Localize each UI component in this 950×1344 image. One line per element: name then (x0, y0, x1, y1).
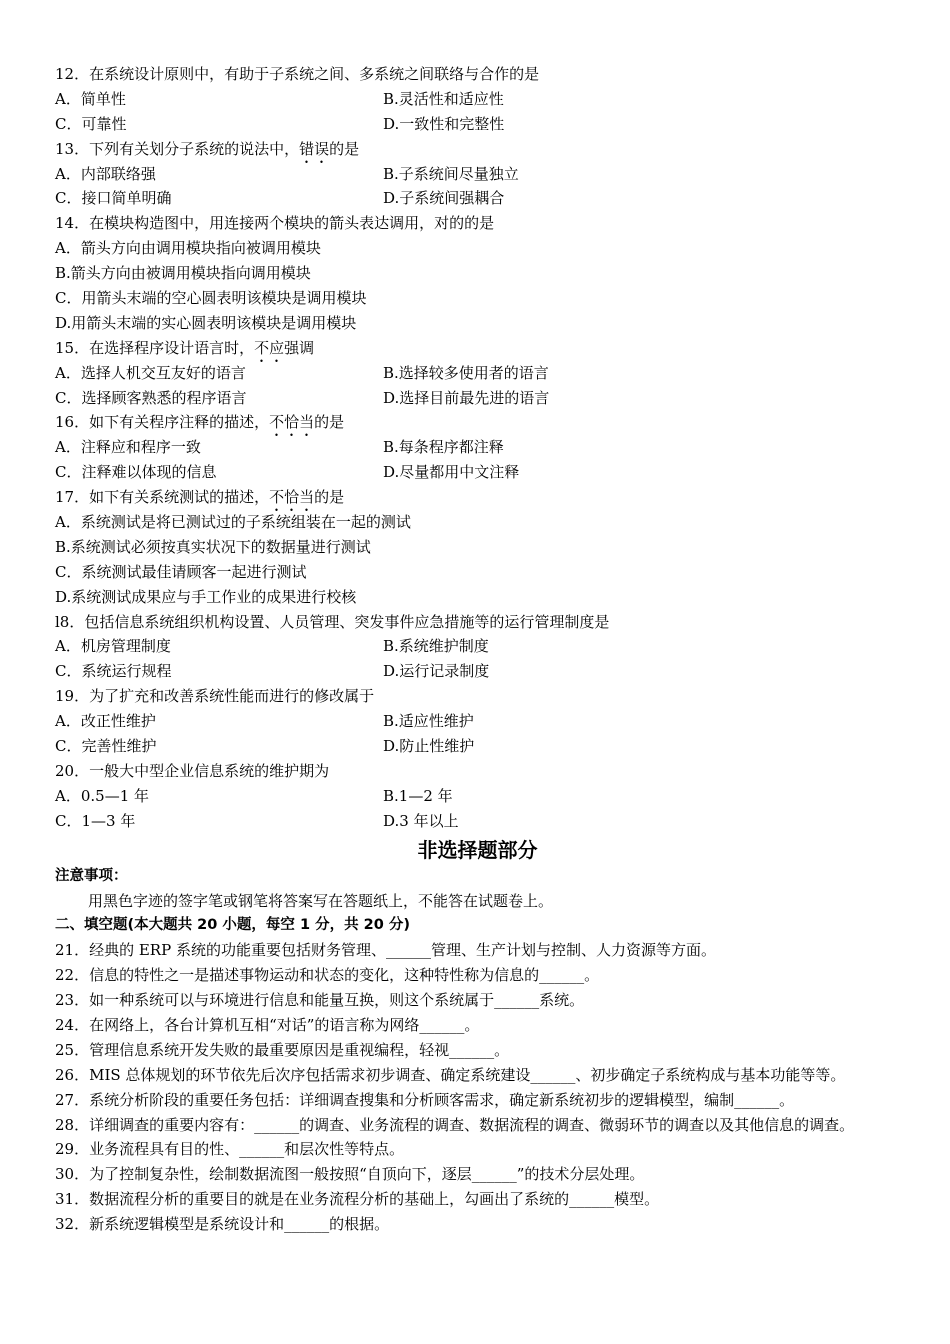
fill-question-23: 23．如一种系统可以与环境进行信息和能量互换，则这个系统属于______系统。 (55, 991, 585, 1010)
answer-option: C．完善性维护 (55, 737, 157, 756)
answer-option: D.3 年以上 (383, 811, 459, 830)
question-stem (55, 684, 900, 709)
stem-text: 14．在模块构造图中，用连接两个模块的箭头表达调用，对的的是 (55, 214, 495, 233)
stem-text: 的是 (314, 488, 345, 507)
answer-option: C．注释难以体现的信息 (55, 463, 217, 482)
emphasis-text: 错误 (299, 139, 330, 158)
answer-option: B.适应性维护 (383, 712, 474, 731)
answer-option: B.1—2 年 (383, 786, 453, 805)
question-stem (55, 62, 900, 87)
fill-section-header: 二、填空题(本大题共 20 小题，每空 1 分，共 20 分) (55, 917, 410, 934)
option-row (55, 87, 900, 112)
option-row (55, 535, 900, 560)
option-row (55, 634, 900, 659)
fill-question-28: 28．详细调查的重要内容有：______的调查、业务流程的调查、数据流程的调查、微弱环节的调查以及其他信息的调查。 (55, 1115, 855, 1134)
answer-option: D.选择目前最先进的语言 (383, 388, 550, 407)
option-row (55, 560, 900, 585)
fill-question-31: 31．数据流程分析的重要目的就是在业务流程分析的基础上，勾画出了系统的______模型。 (55, 1190, 660, 1209)
answer-option: D.运行记录制度 (383, 662, 490, 681)
stem-text: 17．如下有关系统测试的描述， (55, 488, 270, 507)
answer-option: C．系统测试最佳请顾客一起进行测试 (55, 562, 307, 581)
answer-option: D.用箭头末端的实心圆表明该模块是调用模块 (55, 313, 357, 332)
answer-option: C．选择顾客熟悉的程序语言 (55, 388, 247, 407)
fill-question-26: 26．MIS 总体规划的环节依先后次序包括需求初步调查、确定系统建设______、初步确定子系统构成与基本功能等等。 (55, 1065, 846, 1084)
answer-option: A．改正性维护 (55, 712, 156, 731)
option-row (55, 585, 900, 610)
fill-question-24: 24．在网络上，各台计算机互相“对话”的语言称为网络______。 (55, 1015, 480, 1034)
option-row (55, 286, 900, 311)
option-row (55, 510, 900, 535)
option-row (55, 162, 900, 187)
answer-option: B.选择较多使用者的语言 (383, 363, 549, 382)
option-row (55, 809, 900, 834)
stem-text: 20．一般大中型企业信息系统的维护期为 (55, 761, 330, 780)
fill-question-27: 27．系统分析阶段的重要任务包括：详细调查搜集和分析顾客需求，确定新系统初步的逻辑模型，编制______。 (55, 1090, 795, 1109)
stem-text: 15．在选择程序设计语言时， (55, 338, 255, 357)
stem-text: 强调 (284, 338, 315, 357)
answer-option: B.系统测试必须按真实状况下的数据量进行测试 (55, 537, 371, 556)
answer-option: D.防止性维护 (383, 737, 475, 756)
option-row (55, 386, 900, 411)
option-row (55, 784, 900, 809)
question-stem (55, 336, 900, 361)
answer-option: B.箭头方向由被调用模块指向调用模块 (55, 264, 311, 283)
answer-option: A．系统测试是将已测试过的子系统组装在一起的测试 (55, 513, 411, 532)
answer-option: A．注释应和程序一致 (55, 438, 201, 457)
option-row (55, 186, 900, 211)
question-stem (55, 410, 900, 435)
option-row (55, 435, 900, 460)
answer-option: A．选择人机交互友好的语言 (55, 363, 246, 382)
fill-question-29: 29．业务流程具有目的性、______和层次性等特点。 (55, 1140, 405, 1159)
emphasis-text: 不应 (254, 338, 285, 357)
answer-option: D.一致性和完整性 (383, 114, 505, 133)
answer-option: B.系统维护制度 (383, 637, 489, 656)
answer-option: C．用箭头末端的空心圆表明该模块是调用模块 (55, 289, 367, 308)
fill-question-32: 32．新系统逻辑模型是系统设计和______的根据。 (55, 1215, 390, 1234)
stem-text: 19．为了扩充和改善系统性能而进行的修改属于 (55, 687, 375, 706)
question-stem (55, 211, 900, 236)
answer-option: D.尽量都用中文注释 (383, 463, 520, 482)
notice-text: 用黑色字迹的签字笔或钢笔将答案写在答题纸上，不能答在试题卷上。 (88, 891, 554, 910)
option-row (55, 311, 900, 336)
answer-option: B.灵活性和适应性 (383, 89, 504, 108)
option-row (55, 361, 900, 386)
question-stem (55, 485, 900, 510)
fill-question-25: 25．管理信息系统开发失败的最重要原因是重视编程，轻视______。 (55, 1040, 510, 1059)
answer-option: A．0.5—1 年 (55, 786, 149, 805)
emphasis-text: 不恰当 (269, 488, 315, 507)
option-row (55, 236, 900, 261)
option-row (55, 709, 900, 734)
fill-question-21: 21．经典的 ERP 系统的功能重要包括财务管理、______管理、生产计划与控制、人力资源等方面。 (55, 941, 716, 960)
stem-text: 12．在系统设计原则中，有助于子系统之间、多系统之间联络与合作的是 (55, 65, 540, 83)
question-stem (55, 610, 900, 635)
stem-text: l8．包括信息系统组织机构设置、人员管理、突发事件应急措施等的运行管理制度是 (55, 612, 610, 631)
answer-option: C．系统运行规程 (55, 662, 172, 681)
answer-option: C．接口简单明确 (55, 189, 172, 208)
stem-text: 的是 (314, 413, 345, 432)
answer-option: A．机房管理制度 (55, 637, 171, 656)
option-row (55, 261, 900, 286)
stem-text: 的是 (329, 139, 360, 158)
exam-page (55, 62, 900, 1237)
question-stem (55, 137, 900, 162)
emphasis-text: 不恰当 (269, 413, 315, 432)
answer-option: B.每条程序都注释 (383, 438, 504, 457)
stem-text: 13．下列有关划分子系统的说法中， (55, 139, 300, 158)
section-title: 非选择题部分 (417, 837, 538, 862)
fill-question-30: 30．为了控制复杂性，绘制数据流图一般按照“自顶向下，逐层______”的技术分层处理。 (55, 1165, 645, 1184)
answer-option: C．可靠性 (55, 114, 127, 133)
fill-question-22: 22．信息的特性之一是描述事物运动和状态的变化，这种特性称为信息的______。 (55, 966, 600, 985)
answer-option: D.系统测试成果应与手工作业的成果进行校核 (55, 587, 357, 606)
question-stem (55, 759, 900, 784)
option-row (55, 659, 900, 684)
answer-option: B.子系统间尽量独立 (383, 164, 519, 183)
answer-option: C．1—3 年 (55, 811, 136, 830)
option-row (55, 460, 900, 485)
option-row (55, 112, 900, 137)
choice-questions (55, 62, 900, 834)
answer-option: A．箭头方向由调用模块指向被调用模块 (55, 239, 321, 258)
notice-label: 注意事项： (55, 867, 128, 884)
answer-option: A．内部联络强 (55, 164, 156, 183)
answer-option: D.子系统间强耦合 (383, 189, 505, 208)
answer-option: A．简单性 (55, 89, 126, 108)
option-row (55, 734, 900, 759)
stem-text: 16．如下有关程序注释的描述， (55, 413, 270, 432)
